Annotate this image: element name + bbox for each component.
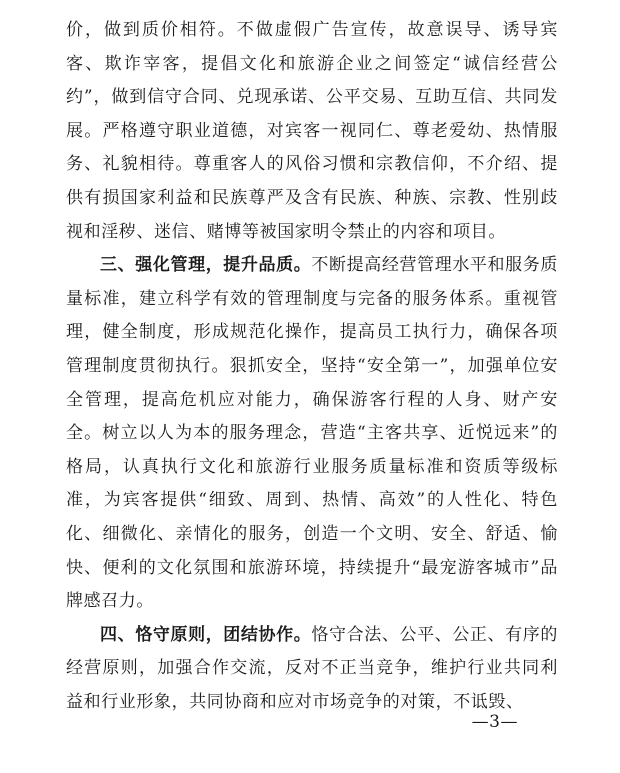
section-heading: 四、恪守原则，团结协作。 [100,624,312,645]
paragraph-text: 价，做到质价相符。不做虚假广告宣传，故意误导、诱导宾客、欺诈宰客，提倡文化和旅游企业之间签定“诚信经营公约”，做到信守合同、兑现承诺、公平交易、互助互信、共同发展。严格遵守职业道德，对宾客一视同仁、尊老爱幼、热情服务、礼貌相待。尊重客人的风俗习惯和宗教信仰，不介绍、提供有损国家利益和民族尊严及含有民族、种族、宗教、性别歧视和淫秽、迷信、赌博等被国家明令禁止的内容和项目。 [66,20,558,242]
paragraph-section-four [66,619,558,720]
page-number: —3— [471,712,518,732]
paragraph-section-three [66,249,558,619]
document-body [66,14,558,719]
paragraph-continued [66,14,558,249]
section-heading: 三、强化管理，提升品质。 [100,255,312,276]
paragraph-text: 恪守合法、公平、公正、有序的经营原则，加强合作交流，反对不正当竞争，维护行业共同利益和行业形象，共同协商和应对市场竞争的对策，不诋毁、 [66,624,558,712]
paragraph-text: 不断提高经营管理水平和服务质量标准，建立科学有效的管理制度与完备的服务体系。重视管理，健全制度，形成规范化操作，提高员工执行力，确保各项管理制度贯彻执行。狠抓安全，坚持“安全第一”，加强单位安全管理，提高危机应对能力，确保游客行程的人身、财产安全。树立以人为本的服务理念，营造“主客共享、近悦远来”的格局，认真执行文化和旅游行业服务质量标准和资质等级标准，为宾客提供“细致、周到、热情、高效”的人性化、特色化、细微化、亲情化的服务，创造一个文明、安全、舒适、愉快、便利的文化氛围和旅游环境，持续提升“最宠游客城市”品牌感召力。 [66,255,558,612]
